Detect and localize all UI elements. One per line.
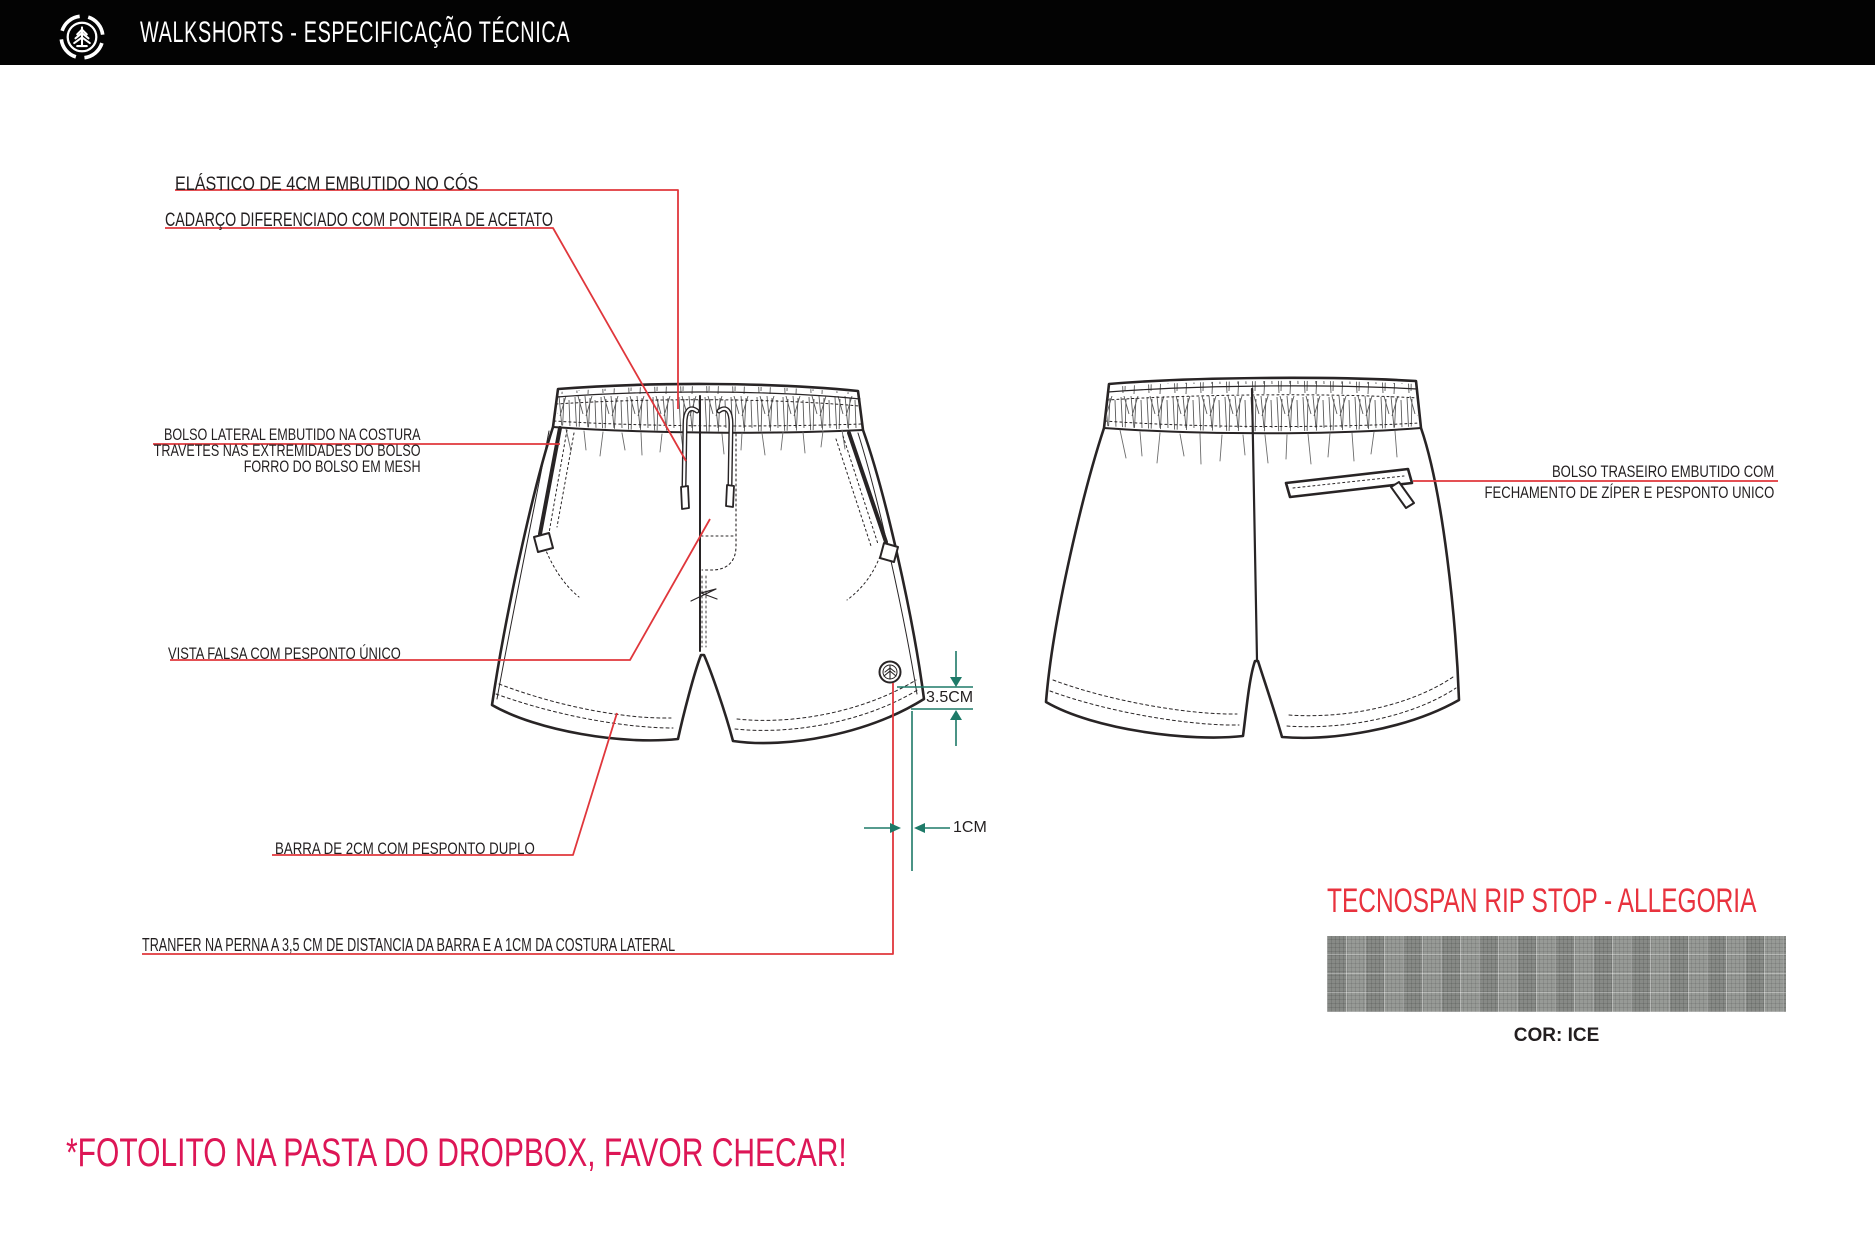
back-waistband-gathers bbox=[1106, 381, 1419, 431]
measurement-3-5cm: 3.5CM bbox=[926, 689, 974, 706]
footer-note: *FOTOLITO NA PASTA DO DROPBOX, FAVOR CHECAR! bbox=[66, 1131, 847, 1175]
front-view-drawing bbox=[492, 384, 924, 743]
label-back-pocket-line1: BOLSO TRASEIRO EMBUTIDO COM bbox=[1551, 462, 1774, 481]
fabric-swatch bbox=[1327, 936, 1786, 1012]
element-logo-patch bbox=[880, 662, 901, 683]
label-fly-facing: VISTA FALSA COM PESPONTO ÚNICO bbox=[168, 644, 401, 663]
label-back-pocket bbox=[1484, 461, 1774, 503]
label-side-pocket-line3: FORRO DO BOLSO EM MESH bbox=[244, 457, 421, 476]
label-side-pocket bbox=[154, 427, 421, 475]
label-hem: BARRA DE 2CM COM PESPONTO DUPLO bbox=[275, 839, 535, 858]
leader-hem bbox=[272, 713, 617, 855]
front-waistband-gathers bbox=[556, 386, 861, 431]
label-side-pocket-line1: BOLSO LATERAL EMBUTIDO NA COSTURA bbox=[164, 425, 422, 444]
fabric-color-label: COR: ICE bbox=[1513, 1025, 1600, 1046]
label-back-pocket-line2: FECHAMENTO DE ZÍPER E PESPONTO UNICO bbox=[1484, 483, 1774, 502]
label-transfer-placement: TRANFER NA PERNA A 3,5 CM DE DISTANCIA DA BARRA E A 1CM DA COSTURA LATERAL bbox=[142, 935, 676, 955]
page-title: WALKSHORTS - ESPECIFICAÇÃO TÉCNICA bbox=[140, 15, 571, 49]
measurement-1cm: 1CM bbox=[953, 819, 987, 836]
label-side-pocket-line2: TRAVETES NAS EXTREMIDADES DO BOLSO bbox=[154, 441, 421, 460]
back-view-drawing bbox=[1046, 378, 1459, 738]
label-elastic-waistband: ELÁSTICO DE 4CM EMBUTIDO NO CÓS bbox=[175, 174, 479, 195]
fabric-title: TECNOSPAN RIP STOP - ALLEGORIA bbox=[1327, 882, 1757, 920]
label-drawcord: CADARÇO DIFERENCIADO COM PONTEIRA DE ACETATO bbox=[165, 210, 553, 231]
